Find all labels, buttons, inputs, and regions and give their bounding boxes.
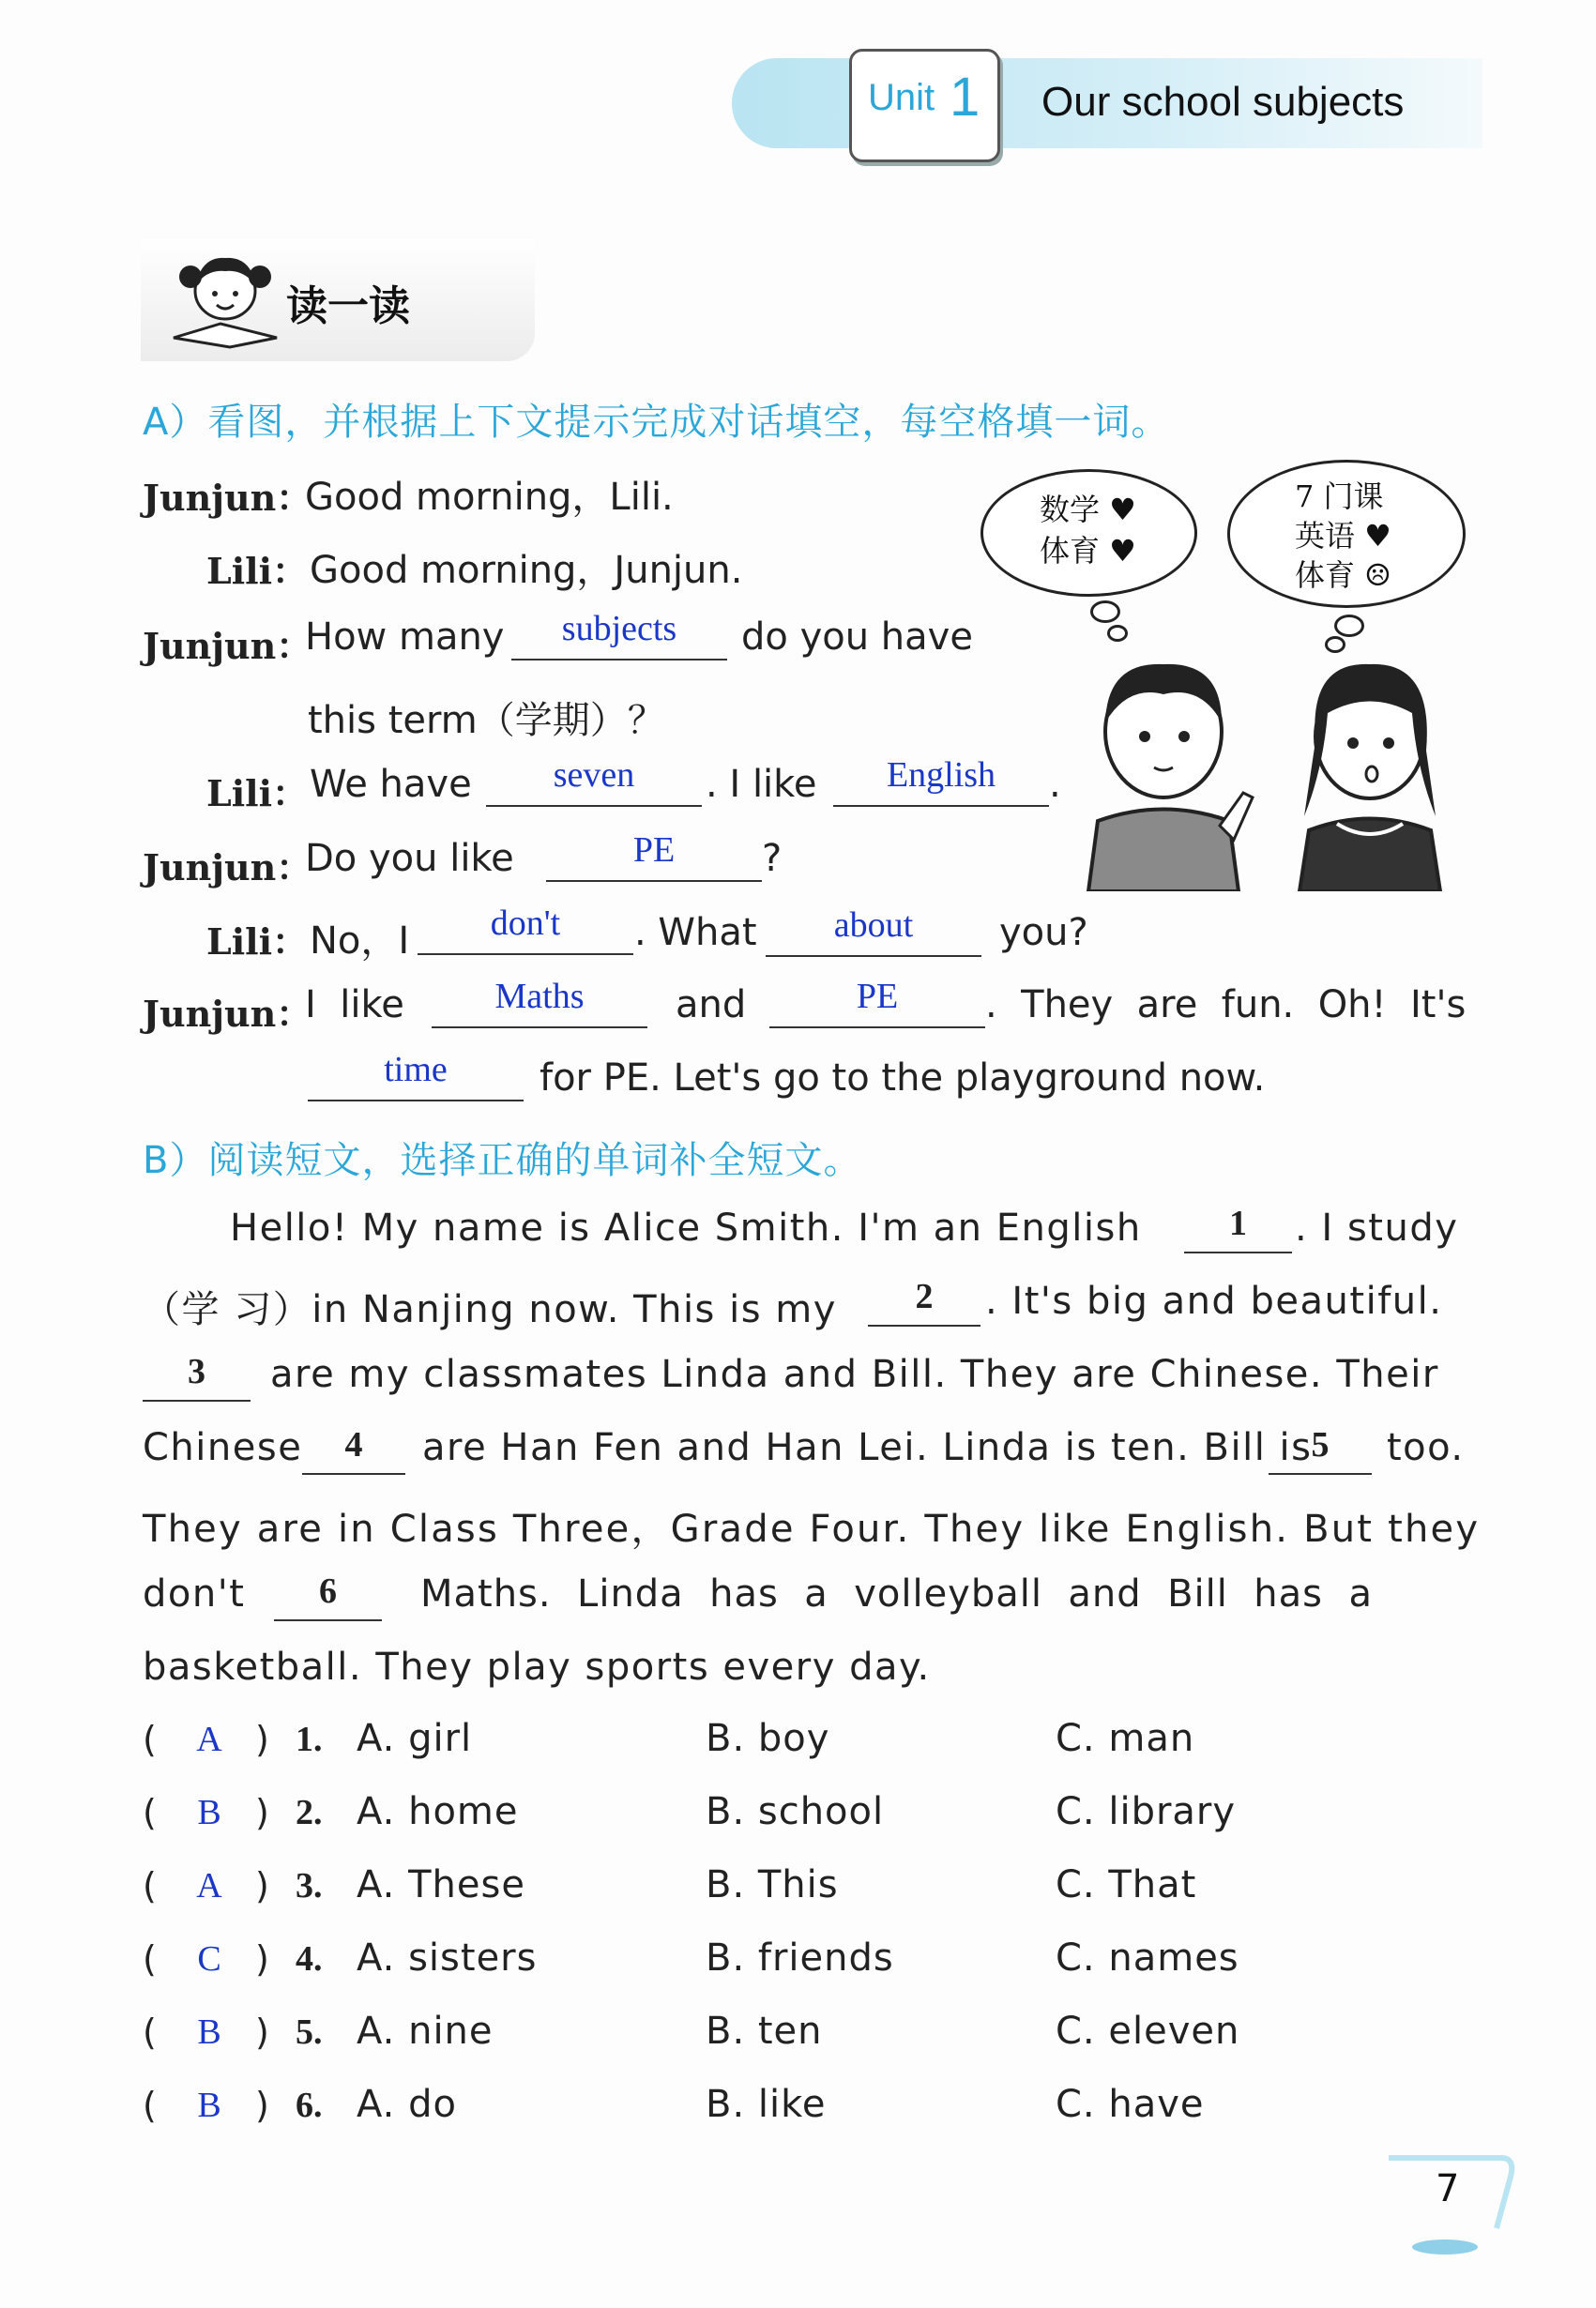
answer-text: subjects <box>561 609 677 648</box>
passage-text: don't <box>143 1572 246 1616</box>
unit-label: Unit <box>868 77 935 118</box>
dialogue-text: No，I <box>310 919 410 963</box>
passage-text: are Han Fen and Han Lei. Linda is ten. Bill is <box>422 1426 1313 1469</box>
selected-answer[interactable]: C <box>197 1939 221 1979</box>
dialogue-text: We have <box>310 763 472 806</box>
speaker-lili: Lili： <box>206 550 309 592</box>
unit-number: 1 <box>950 67 980 128</box>
girl-reading-icon <box>164 249 286 352</box>
answer-text: time <box>384 1050 448 1089</box>
option-c[interactable]: C. That <box>1056 1863 1197 1906</box>
dialogue-text: . What <box>634 911 757 954</box>
option-b[interactable]: B. like <box>706 2083 827 2126</box>
question-number: 2. <box>296 1793 323 1832</box>
selected-answer[interactable]: A <box>196 1720 222 1759</box>
bubble-dot <box>1090 600 1120 623</box>
option-a[interactable]: A. girl <box>357 1717 473 1760</box>
option-a[interactable]: A. do <box>357 2083 457 2126</box>
question-number: 4. <box>296 1939 323 1979</box>
blank-number: 1 <box>1229 1204 1247 1243</box>
unit-title: Our school subjects <box>1041 79 1405 125</box>
dialogue-text: . I like <box>706 763 817 806</box>
dialogue-text: this term（学期）？ <box>308 699 665 742</box>
speaker-junjun: Junjun： <box>143 477 312 519</box>
bubble-right-line3: 体育 ☹ <box>1295 557 1391 593</box>
answer-text: don't <box>490 903 561 943</box>
dialogue-text: How many <box>305 615 505 659</box>
option-a[interactable]: A. sisters <box>357 1936 538 1980</box>
answer-text: seven <box>553 755 635 795</box>
blank-number: 4 <box>344 1425 363 1465</box>
question-number: 1. <box>296 1720 323 1759</box>
passage-text: basketball. They play sports every day. <box>143 1646 931 1689</box>
speaker-junjun: Junjun： <box>143 846 312 888</box>
passage-text: （学 习）in Nanjing now. This is my <box>143 1288 837 1331</box>
blank-number: 5 <box>1311 1425 1330 1465</box>
passage-text: too. <box>1387 1426 1465 1469</box>
speaker-lili: Lili： <box>206 920 309 963</box>
boy-and-girl-illustration <box>1070 657 1464 891</box>
bubble-dot <box>1325 636 1345 653</box>
dialogue-text: do you have <box>741 615 973 659</box>
answer-text: Maths <box>494 977 585 1016</box>
option-c[interactable]: C. library <box>1056 1790 1237 1833</box>
bubble-dot <box>1107 625 1128 642</box>
option-b[interactable]: B. friends <box>706 1936 894 1980</box>
answer-text: about <box>833 905 914 945</box>
option-c[interactable]: C. eleven <box>1056 2010 1240 2053</box>
section-a-heading: A）看图，并根据上下文提示完成对话填空，每空格填一词。 <box>143 401 1170 444</box>
passage-text: . I study <box>1295 1207 1459 1250</box>
dialogue-text: for PE. Let's go to the playground now. <box>540 1056 1266 1100</box>
speaker-junjun: Junjun： <box>143 993 312 1035</box>
option-a[interactable]: A. These <box>357 1863 525 1906</box>
section-b-heading: B）阅读短文，选择正确的单词补全短文。 <box>143 1139 862 1182</box>
option-c[interactable]: C. man <box>1056 1717 1195 1760</box>
dialogue-text: . <box>1049 763 1061 806</box>
bubble-left-line1: 数学 ♥ <box>1040 492 1136 527</box>
question-number: 3. <box>296 1866 323 1906</box>
passage-text: Maths. Linda has a volleyball and Bill has a <box>420 1572 1373 1616</box>
bubble-dot <box>1334 615 1364 637</box>
passage-text: Chinese <box>143 1426 303 1469</box>
blank-number: 6 <box>319 1572 337 1611</box>
passage-text: Hello! My name is Alice Smith. I'm an English <box>230 1207 1142 1250</box>
selected-answer[interactable]: B <box>197 2086 221 2125</box>
question-number: 5. <box>296 2012 323 2052</box>
passage-text: . It's big and beautiful. <box>985 1280 1443 1323</box>
option-b[interactable]: B. school <box>706 1790 885 1833</box>
blank-number: 3 <box>188 1352 205 1391</box>
selected-answer[interactable]: A <box>196 1866 222 1906</box>
option-c[interactable]: C. have <box>1056 2083 1205 2126</box>
option-b[interactable]: B. This <box>706 1863 839 1906</box>
blank-number: 2 <box>915 1277 934 1316</box>
bubble-right-line1: 7 门课 <box>1295 478 1384 514</box>
bubble-left-line2: 体育 ♥ <box>1040 533 1136 569</box>
speaker-junjun: Junjun： <box>143 625 312 667</box>
passage-text: They are in Class Three，Grade Four. They like English. But they <box>143 1508 1481 1551</box>
option-a[interactable]: A. home <box>357 1790 519 1833</box>
answer-text: PE <box>856 977 899 1016</box>
dialogue-text: Good morning，Lili. <box>305 476 674 519</box>
dialogue-text: I like <box>305 983 404 1026</box>
selected-answer[interactable]: B <box>197 2012 221 2052</box>
passage-text: are my classmates Linda and Bill. They are Chinese. Their <box>270 1353 1439 1396</box>
question-number: 6. <box>296 2086 323 2125</box>
page-number: 7 <box>1436 2167 1460 2210</box>
dialogue-text: . They are fun. Oh! It's <box>985 983 1467 1026</box>
dialogue-text: and <box>676 983 747 1026</box>
bubble-right-line2: 英语 ♥ <box>1295 518 1391 554</box>
option-b[interactable]: B. boy <box>706 1717 830 1760</box>
option-c[interactable]: C. names <box>1056 1936 1239 1980</box>
answer-text: English <box>886 755 996 795</box>
dialogue-text: Do you like <box>305 837 514 880</box>
answer-text: PE <box>632 830 676 870</box>
selected-answer[interactable]: B <box>197 1793 221 1832</box>
option-a[interactable]: A. nine <box>357 2010 494 2053</box>
speaker-lili: Lili： <box>206 772 309 814</box>
dialogue-text: you? <box>999 911 1088 954</box>
option-b[interactable]: B. ten <box>706 2010 823 2053</box>
dialogue-text: ? <box>762 837 783 880</box>
read-title: 读一读 <box>286 282 410 330</box>
dialogue-text: Good morning，Junjun. <box>310 549 743 592</box>
